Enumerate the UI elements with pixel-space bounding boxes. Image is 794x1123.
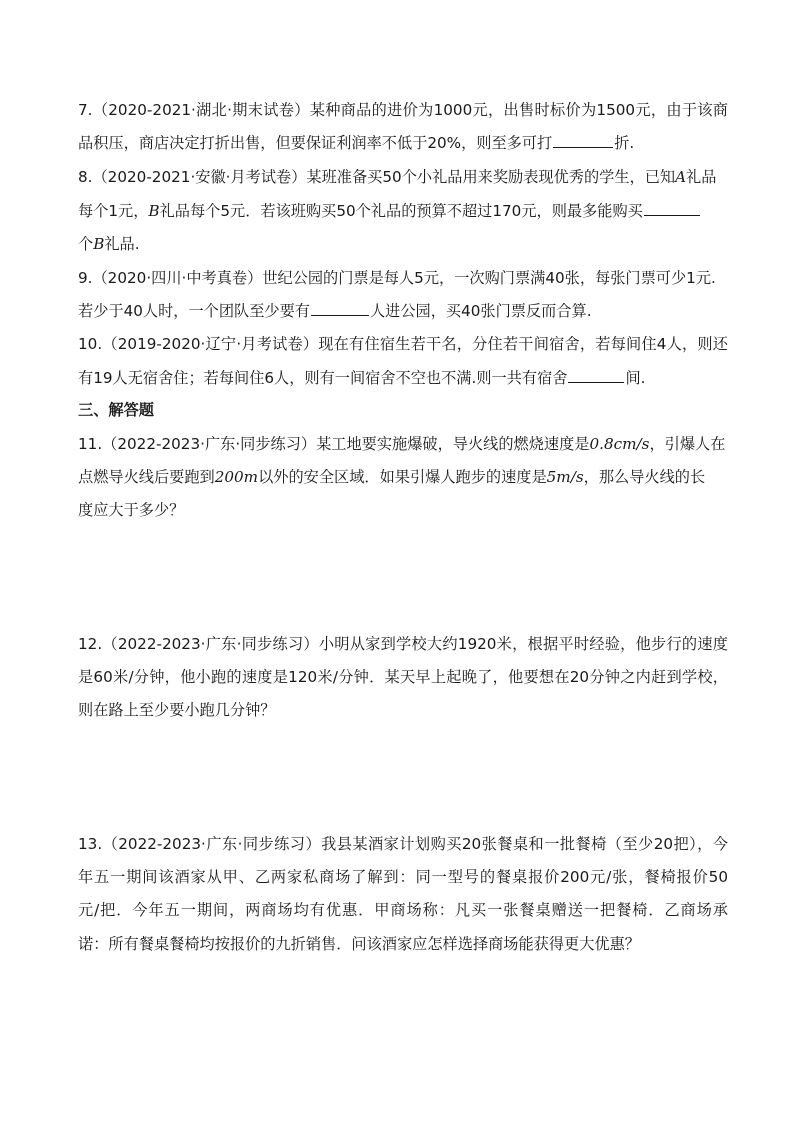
q12-line2: 是60米/分钟，他小跑的速度是120米/分钟．某天早上起晚了，他要想在20分钟之内赶到学校， xyxy=(78,668,728,686)
q13-line3: 元/把．今年五一期间，两商场均有优惠．甲商场称：凡买一张餐桌赠送一把餐椅．乙商场承 xyxy=(78,901,728,919)
q11-line2-text: 点燃导火线后要跑到 xyxy=(78,468,215,486)
q8-line2-text: 每个1元， xyxy=(78,202,149,220)
section-heading: 三、解答题 xyxy=(78,401,154,419)
q11-line1-end: ，引爆人在 xyxy=(649,435,726,453)
q10-line1: 10.（2019-2020·辽宁·月考试卷）现在有住宿生若干名，分住若干间宿舍，若每间住4人，则还 xyxy=(78,335,728,353)
q11-line3: 度应大于多少？ xyxy=(78,501,185,519)
q11-run-speed: 5m/s xyxy=(546,468,584,486)
q8-answer-blank[interactable] xyxy=(644,200,700,216)
q11-line2 xyxy=(78,467,728,487)
q8-line3-end: 礼品. xyxy=(104,235,140,253)
q7-line2-end: 折. xyxy=(614,134,635,152)
q11-line1-text: 11.（2022-2023·广东·同步练习）某工地要实施爆破，导火线的燃烧速度是 xyxy=(78,435,590,453)
q7-line2-text: 品积压，商店决定打折出售，但要保证利润率不低于20%，则至多可打 xyxy=(78,134,553,152)
q8-line2-rest: 礼品每个5元．若该班购买50个礼品的预算不超过170元，则最多能购买 xyxy=(159,202,643,220)
q11-line1 xyxy=(78,434,728,454)
q12-line3: 则在路上至少要小跑几分钟？ xyxy=(78,701,276,719)
q11-line2-end: ，那么导火线的长 xyxy=(583,468,706,486)
q10-line2-text: 有19人无宿舍住；若每间住6人，则有一间宿舍不空也不满.则一共有宿舍 xyxy=(78,369,568,387)
q10-line2-end: 间. xyxy=(625,369,646,387)
q8-line1-end: 礼品 xyxy=(686,168,717,186)
q7-line1: 7.（2020-2021·湖北·期末试卷）某种商品的进价为1000元，出售时标价为1500元，由于该商 xyxy=(78,101,728,119)
q13-line2: 年五一期间该酒家从甲、乙两家私商场了解到：同一型号的餐桌报价200元/张，餐椅报价50 xyxy=(78,868,728,886)
q9-line2-end: 人进公园，买40张门票反而合算. xyxy=(369,302,592,320)
q7-answer-blank[interactable] xyxy=(553,132,613,148)
q8-var-b: B xyxy=(148,202,160,220)
q9-line2-text: 若少于40人时，一个团队至少要有 xyxy=(78,302,310,320)
q11-speed: 0.8cm/s xyxy=(589,435,650,453)
q9-line2 xyxy=(78,300,728,321)
q8-line1 xyxy=(78,167,728,187)
q11-line2-mid: 以外的安全区域．如果引爆人跑步的速度是 xyxy=(258,468,547,486)
q13-line1: 13.（2022-2023·广东·同步练习）我县某酒家计划购买20张餐桌和一批餐椅（至少20把），今 xyxy=(78,835,728,853)
q9-answer-blank[interactable] xyxy=(311,300,369,316)
q12-line1: 12.（2022-2023·广东·同步练习）小明从家到学校大约1920米，根据平时经验，他步行的速度 xyxy=(78,635,728,653)
q7-line2 xyxy=(78,132,728,153)
q8-line3-text: 个 xyxy=(78,235,94,253)
q8-line2 xyxy=(78,200,728,221)
q10-answer-blank[interactable] xyxy=(568,367,624,383)
q8-var-a: A xyxy=(675,168,687,186)
q13-line4: 诺：所有餐桌餐椅均按报价的九折销售．问该酒家应怎样选择商场能获得更大优惠？ xyxy=(78,935,640,953)
q10-line2 xyxy=(78,367,728,388)
q9-line1: 9.（2020·四川·中考真卷）世纪公园的门票是每人5元，一次购门票满40张，每张门票可少1元. xyxy=(78,269,716,287)
q8-var-b2: B xyxy=(93,235,105,253)
q8-line1-text: 8.（2020-2021·安徽·月考试卷）某班准备买50个小礼品用来奖励表现优秀的学生，已知 xyxy=(78,168,676,186)
q11-distance: 200m xyxy=(214,468,259,486)
q8-line3 xyxy=(78,234,728,254)
